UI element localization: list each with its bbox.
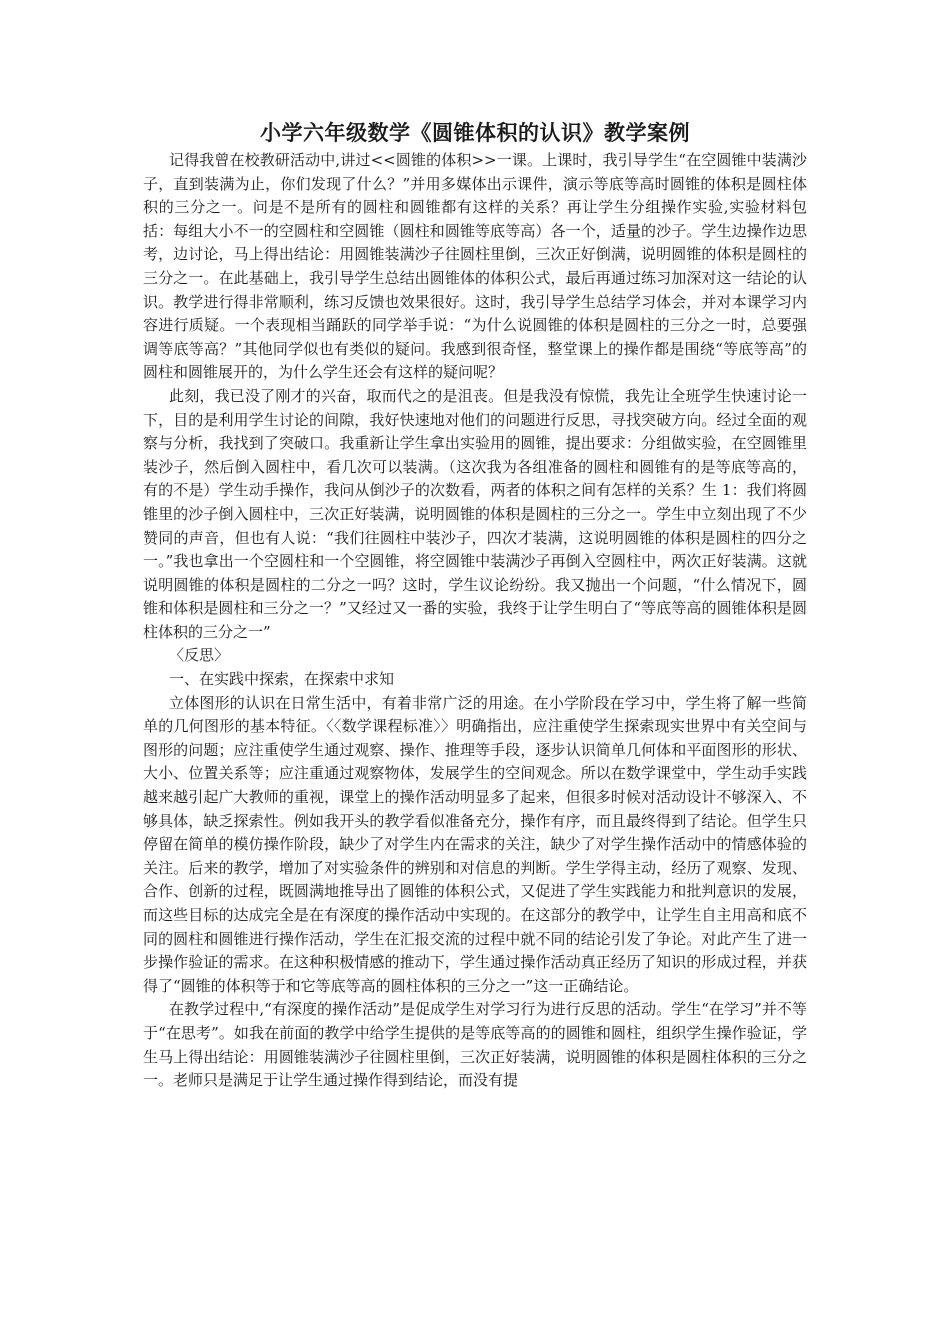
reflection-label: 〈反思〉 [169, 646, 230, 665]
paragraph-1: 记得我曾在校教研活动中,讲过<<圆锥的体积>>一课。上课时，我引导学生“在空圆锥中装满沙子，直到装满为止，你们发现了什么？”并用多媒体出示课件，演示等底等高时圆锥的体积是圆柱体积的三分之一。问是不是所有的圆柱和圆锥都有这样的关系？再让学生分组操作实验,实验材料包括：每组大小不一的空圆柱和空圆锥（圆柱和圆锥等底等高）各一个，适量的沙子。学生边操作边思考，边讨论，马上得出结论：用圆锥装满沙子往圆柱里倒，三次正好倒满，说明圆锥的体积是圆柱的三分之一。在此基础上，我引导学生总结出圆锥体的体积公式，最后再通过练习加深对这一结论的认识。教学进行得非常顺利，练习反馈也效果很好。这时，我引导学生总结学习体会，并对本课学习内容进行质疑。一个表现相当踊跃的同学举手说：“为什么说圆锥的体积是圆柱的三分之一时，总要强调等底等高？”其他同学似也有类似的疑问。我感到很奇怪，整堂课上的操作都是围绕“等底等高”的圆柱和圆锥展开的，为什么学生还会有这样的疑问呢？ [143, 151, 807, 382]
section-heading: 一、在实践中探索，在探索中求知 [169, 670, 395, 689]
section-paragraph-1: 立体图形的认识在日常生活中，有着非常广泛的用途。在小学阶段在学习中，学生将了解一些简单的几何图形的基本特征。〈〈数学课程标准〉〉明确指出，应注重使学生探索现实世界中有关空间与图形的问题；应注重使学生通过观察、操作、推理等手段，逐步认识简单几何体和平面图形的形状、大小、位置关系等；应注重通过观察物体，发展学生的空间观念。所以在数学课堂中，学生动手实践越来越引起广大教师的重视，课堂上的操作活动明显多了起来，但很多时候对活动设计不够深入、不够具体，缺乏探索性。例如我开头的教学看似准备充分，操作有序，而且最终得到了结论。但学生只停留在简单的模仿操作阶段，缺少了对学生内在需求的关注，缺少了对学生操作活动中的情感体验的关注。后来的教学，增加了对实验条件的辨别和对信息的判断。学生学得主动，经历了观察、发现、合作、创新的过程，既圆满地推导出了圆锥的体积公式，又促进了学生实践能力和批判意识的发展，而这些目标的达成完全是在有深度的操作活动中实现的。在这部分的教学中，让学生自主用高和底不同的圆柱和圆锥进行操作活动，学生在汇报交流的过程中就不同的结论引发了争论。对此产生了进一步操作验证的需求。在这种积极情感的推动下，学生通过操作活动真正经历了知识的形成过程，并获得了“圆锥的体积等于和它等底等高的圆柱体积的三分之一”这一正确结论。 [143, 693, 807, 995]
section-paragraph-2: 在教学过程中,“有深度的操作活动”是促成学生对学习行为进行反思的活动。学生“在学习”并不等于“在思考”。如我在前面的教学中给学生提供的是等底等高的的圆锥和圆柱，组织学生操作验证，学生马上得出结论：用圆锥装满沙子往圆柱里倒，三次正好装满，说明圆锥的体积是圆柱体积的三分之一。老师只是满足于让学生通过操作得到结论，而没有提 [143, 1000, 807, 1090]
paragraph-2: 此刻，我已没了刚才的兴奋，取而代之的是沮丧。但是我没有惊慌，我先让全班学生快速讨论一下，目的是利用学生讨论的间隙，我好快速地对他们的问题进行反思，寻找突破方向。经过全面的观察与分析，我找到了突破口。我重新让学生拿出实验用的圆锥，提出要求：分组做实验，在空圆锥里装沙子，然后倒入圆柱中，看几次可以装满。（这次我为各组准备的圆柱和圆锥有的是等底等高的，有的不是）学生动手操作，我问从倒沙子的次数看，两者的体积之间有怎样的关系？生 1：我们将圆锥里的沙子倒入圆柱中，三次正好装满，说明圆锥的体积是圆柱的三分之一。学生中立刻出现了不少赞同的声音，但也有人说：“我们往圆柱中装沙子，四次才装满，这说明圆锥的体积是圆柱的四分之一。”我也拿出一个空圆柱和一个空圆锥，将空圆锥中装满沙子再倒入空圆柱中，两次正好装满。这就说明圆锥的体积是圆柱的二分之一吗？这时，学生议论纷纷。我又抛出一个问题，“什么情况下，圆锥和体积是圆柱和三分之一？”又经过又一番的实验，我终于让学生明白了“等底等高的圆锥体积是圆柱体积的三分之一” [143, 386, 807, 641]
document-page [143, 118, 807, 1093]
document-title: 小学六年级数学《圆锥体积的认识》教学案例 [260, 121, 690, 145]
